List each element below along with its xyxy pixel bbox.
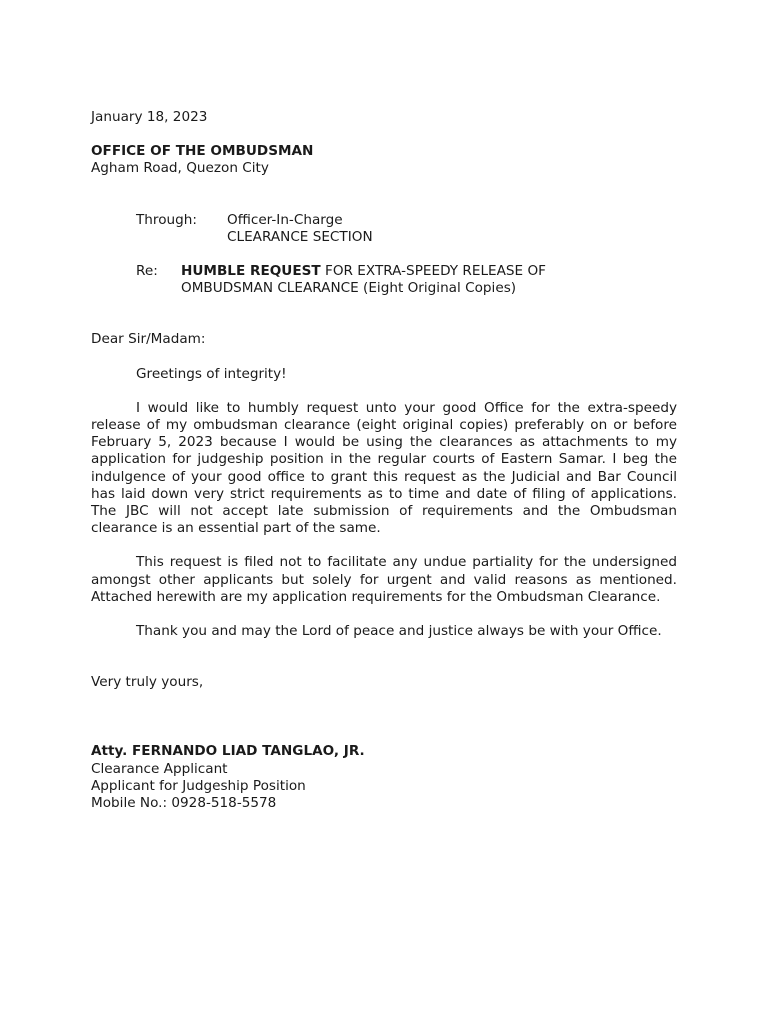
spacer	[91, 246, 677, 263]
subject-block	[91, 263, 677, 297]
body-paragraph-2: This request is filed not to facilitate any undue partiality for the undersigned amongst other applicants but solely for urgent and valid reasons as mentioned. Attached herewith are my application requirements for the Ombudsman Clearance.	[91, 554, 677, 605]
greeting: Greetings of integrity!	[136, 365, 287, 382]
addressee-address: Agham Road, Quezon City	[91, 160, 269, 177]
spacer	[91, 383, 677, 400]
subject-text	[181, 263, 546, 297]
letter-date: January 18, 2023	[91, 109, 208, 125]
spacer	[91, 178, 677, 212]
signatory-title-1: Clearance Applicant	[91, 760, 228, 777]
through-recipient	[227, 212, 677, 246]
subject-line-1	[181, 263, 546, 280]
signatory-name: Atty. FERNANDO LIAD TANGLAO, JR.	[91, 743, 365, 760]
salutation: Dear Sir/Madam:	[91, 331, 206, 348]
addressee-office: OFFICE OF THE OMBUDSMAN	[91, 143, 314, 160]
closing: Very truly yours,	[91, 674, 204, 691]
letter-page	[91, 109, 677, 812]
subject-bold: HUMBLE REQUEST	[181, 263, 321, 280]
spacer	[91, 297, 677, 331]
through-label: Through:	[136, 211, 197, 228]
signatory-mobile: Mobile No.: 0928-518-5578	[91, 795, 277, 812]
through-block	[91, 212, 677, 246]
through-line-1: Officer-In-Charge	[227, 211, 343, 228]
re-label: Re:	[136, 263, 158, 280]
spacer	[91, 537, 677, 554]
subject-line-2: OMBUDSMAN CLEARANCE (Eight Original Copies)	[181, 280, 517, 297]
subject-rest: FOR EXTRA-SPEEDY RELEASE OF	[320, 263, 546, 280]
body-paragraph-1: I would like to humbly request unto your good Office for the extra-speedy release of my ombudsman clearance (eight original copies) preferably on or before February 5, 2023 because I would be using the clearances as attachments to my application for judgeship position in the regular courts of Eastern Samar. I beg the indulgence of your good office to grant this request as the Judicial and Bar Council has laid down very strict requirements as to time and date of filing of applications. The JBC will not accept late submission of requirements and the Ombudsman clearance is an essential part of the same.	[91, 399, 677, 537]
spacer	[91, 349, 677, 366]
body-paragraph-3: Thank you and may the Lord of peace and justice always be with your Office.	[136, 623, 662, 640]
spacer	[91, 126, 677, 143]
signature-space	[91, 691, 677, 743]
spacer	[91, 606, 677, 623]
through-line-2: CLEARANCE SECTION	[227, 228, 373, 245]
spacer	[91, 640, 677, 674]
signatory-title-2: Applicant for Judgeship Position	[91, 777, 306, 794]
